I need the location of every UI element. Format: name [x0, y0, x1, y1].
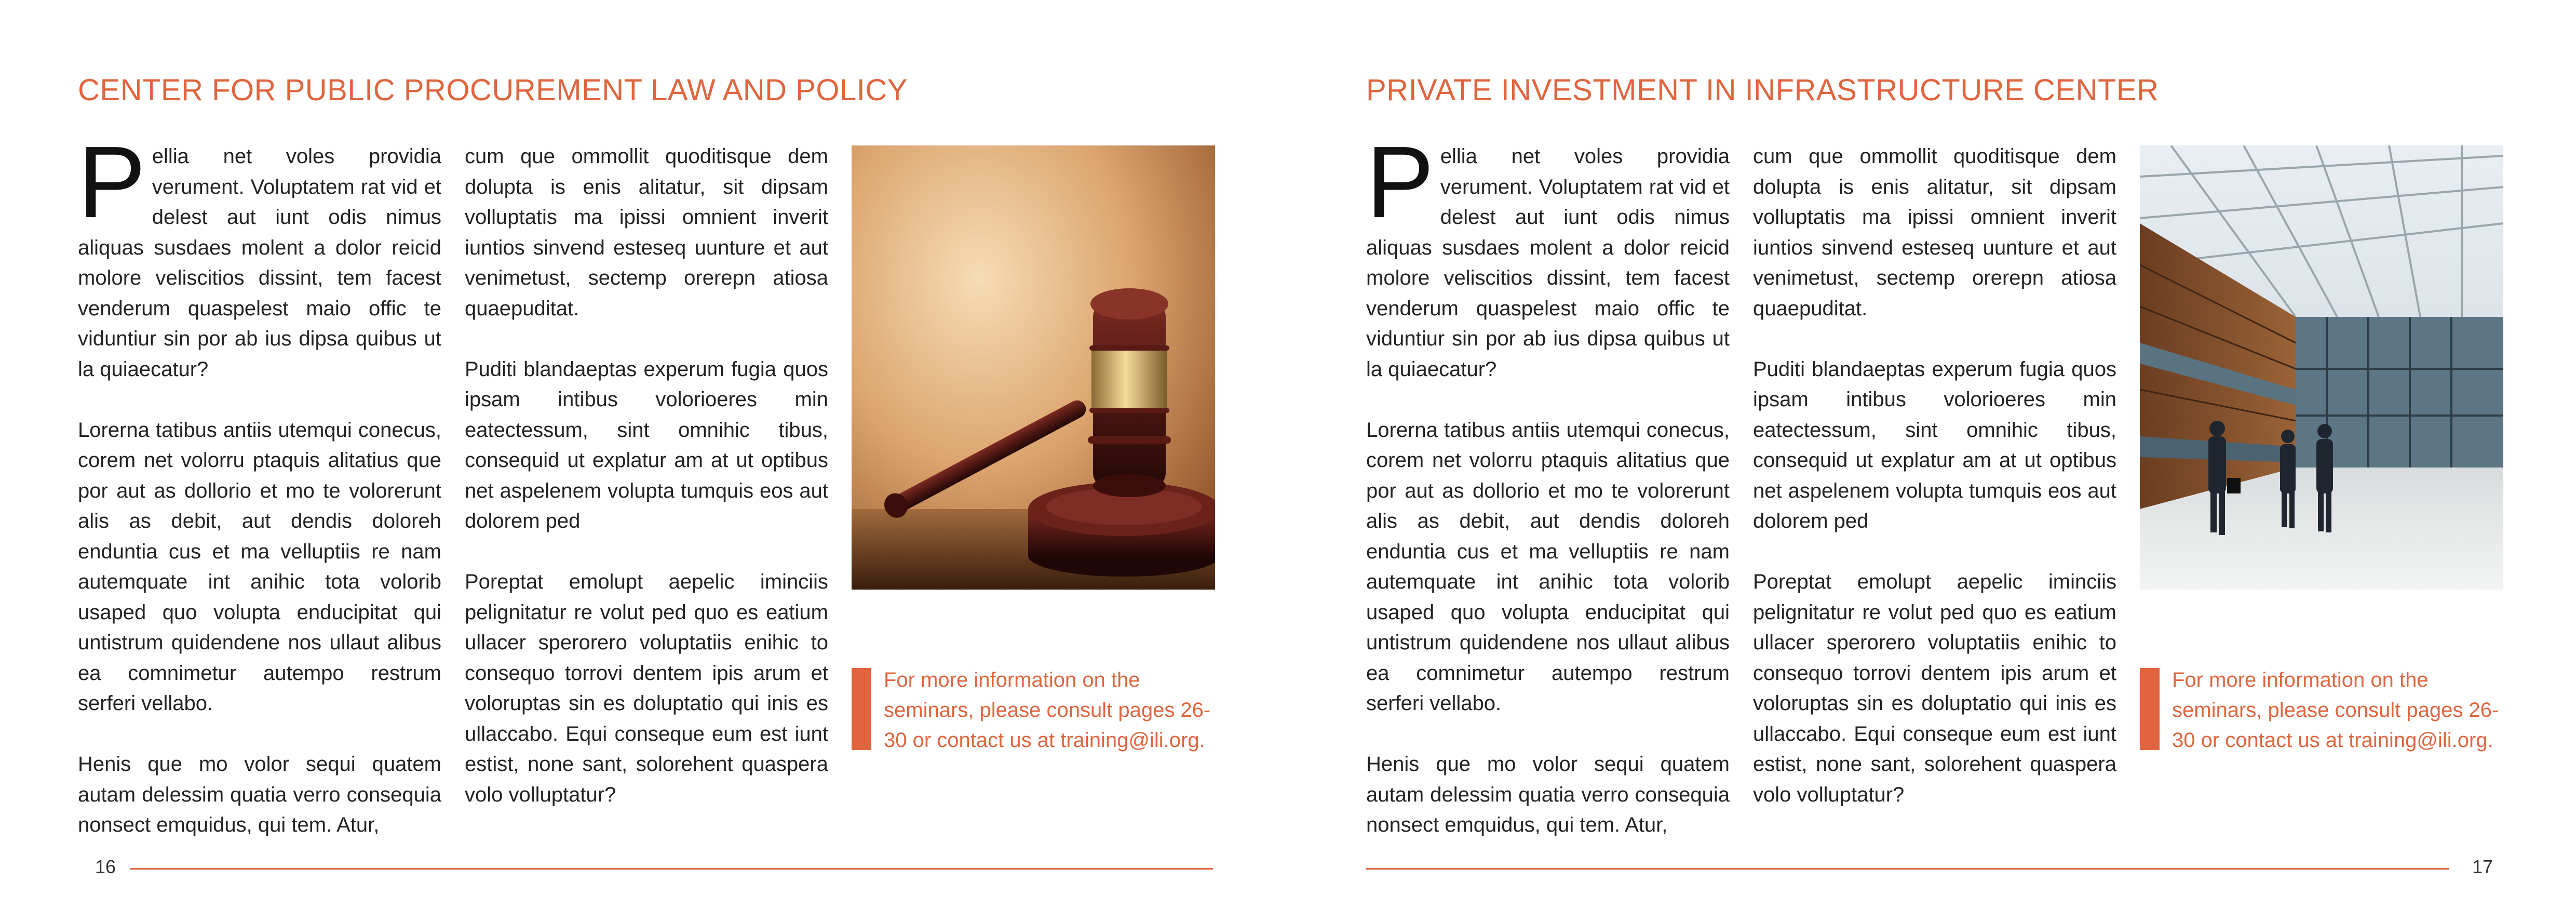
paragraph: Puditi blandaeptas experum fugia quos ipsam intibus volorioeres min eatectessum, sint omnihic tibus, consequid ut explatur am at ut optibus net aspelenem volupta tumquis eos aut dolorem ped — [465, 357, 828, 532]
paragraph: cum que ommollit quoditisque dem dolupta is enis alitatur, sit dipsam volluptatis ma ipissi omnient inverit iuntios sinvend esteseq uunture et aut venimetust, sectemp orerepn atiosa quaepuditat. — [465, 145, 828, 320]
drop-cap: P — [78, 125, 146, 239]
text-column-2 — [465, 141, 828, 810]
footer-rule — [130, 868, 1213, 870]
callout-accent-bar — [2140, 668, 2160, 750]
paragraph: Puditi blandaeptas experum fugia quos ipsam intibus volorioeres min eatectessum, sint omnihic tibus, consequid ut explatur am at ut optibus net aspelenem volupta tumquis eos aut dolorem ped — [1753, 357, 2116, 532]
paragraph — [78, 125, 441, 384]
page-number: 16 — [95, 856, 116, 877]
callout-text: For more information on the seminars, please consult pages 26-30 or contact us at training@ili.org. — [2172, 669, 2499, 752]
drop-cap: P — [1366, 125, 1434, 239]
right-page — [1288, 0, 2576, 908]
callout-accent-bar — [852, 668, 871, 750]
text-column-1 — [1366, 125, 1730, 840]
text-column-2 — [1753, 141, 2116, 810]
callout-text: For more information on the seminars, please consult pages 26-30 or contact us at training@ili.org. — [884, 669, 1211, 752]
paragraph — [1366, 125, 1730, 384]
building-lobby-photo — [2140, 145, 2503, 590]
paragraph: Poreptat emolupt aepelic iminciis pelignitatur re volut ped quo es eatium ullacer sperorero voluptatiis enihic to consequo torrovi dentem ipis arum et voloruptas sin es doluptatio qui inis es ullaccabo. Equi conseque eum est iunt estist, none sant, solorehent quaspera volo volluptatur? — [1753, 570, 2116, 806]
paragraph-text: ellia net voles providia verument. Voluptatem rat vid et delest aut iunt odis nimus aliquas susdaes molent a dolor reicid molore veliscitios dissint, tem facest venderum quaspelest maio offic te viduntiur sin por ab ius dipsa quibus ut la quiaecatur? — [1366, 145, 1730, 381]
paragraph: Henis que mo volor sequi quatem autam delessim quatia verro consequia nonsect emquidus, qui tem. Atur, — [1366, 753, 1730, 836]
page-title: PRIVATE INVESTMENT IN INFRASTRUCTURE CENTER — [1366, 73, 2159, 107]
gavel-photo — [852, 145, 1215, 590]
paragraph: Lorerna tatibus antiis utemqui conecus, corem net volorru ptaquis alitatius que por aut as dollorio et mo te volorerunt alis as debit, aut dendis doloreh enduntia cus et ma velluptiis re nam autemquate int anihic tota volorib usaped quo volupta enducipitat qui untistrum quidendene nos ullaut alibus ea comnimetur autempo restrum serferi vellabo. — [78, 418, 441, 715]
footer-rule — [1366, 868, 2449, 870]
paragraph: cum que ommollit quoditisque dem dolupta is enis alitatur, sit dipsam volluptatis ma ipissi omnient inverit iuntios sinvend esteseq uunture et aut venimetust, sectemp orerepn atiosa quaepuditat. — [1753, 145, 2116, 320]
paragraph: Henis que mo volor sequi quatem autam delessim quatia verro consequia nonsect emquidus, qui tem. Atur, — [78, 753, 441, 836]
page-number: 17 — [2472, 856, 2493, 877]
paragraph-text: ellia net voles providia verument. Voluptatem rat vid et delest aut iunt odis nimus aliquas susdaes molent a dolor reicid molore veliscitios dissint, tem facest venderum quaspelest maio offic te viduntiur sin por ab ius dipsa quibus ut la quiaecatur? — [78, 145, 441, 381]
page-title: CENTER FOR PUBLIC PROCUREMENT LAW AND POLICY — [78, 73, 908, 107]
text-column-1 — [78, 125, 441, 840]
paragraph: Lorerna tatibus antiis utemqui conecus, corem net volorru ptaquis alitatius que por aut as dollorio et mo te volorerunt alis as debit, aut dendis doloreh enduntia cus et ma velluptiis re nam autemquate int anihic tota volorib usaped quo volupta enducipitat qui untistrum quidendene nos ullaut alibus ea comnimetur autempo restrum serferi vellabo. — [1366, 418, 1730, 715]
paragraph: Poreptat emolupt aepelic iminciis pelignitatur re volut ped quo es eatium ullacer sperorero voluptatiis enihic to consequo torrovi dentem ipis arum et voloruptas sin es doluptatio qui inis es ullaccabo. Equi conseque eum est iunt estist, none sant, solorehent quaspera volo volluptatur? — [465, 570, 828, 806]
